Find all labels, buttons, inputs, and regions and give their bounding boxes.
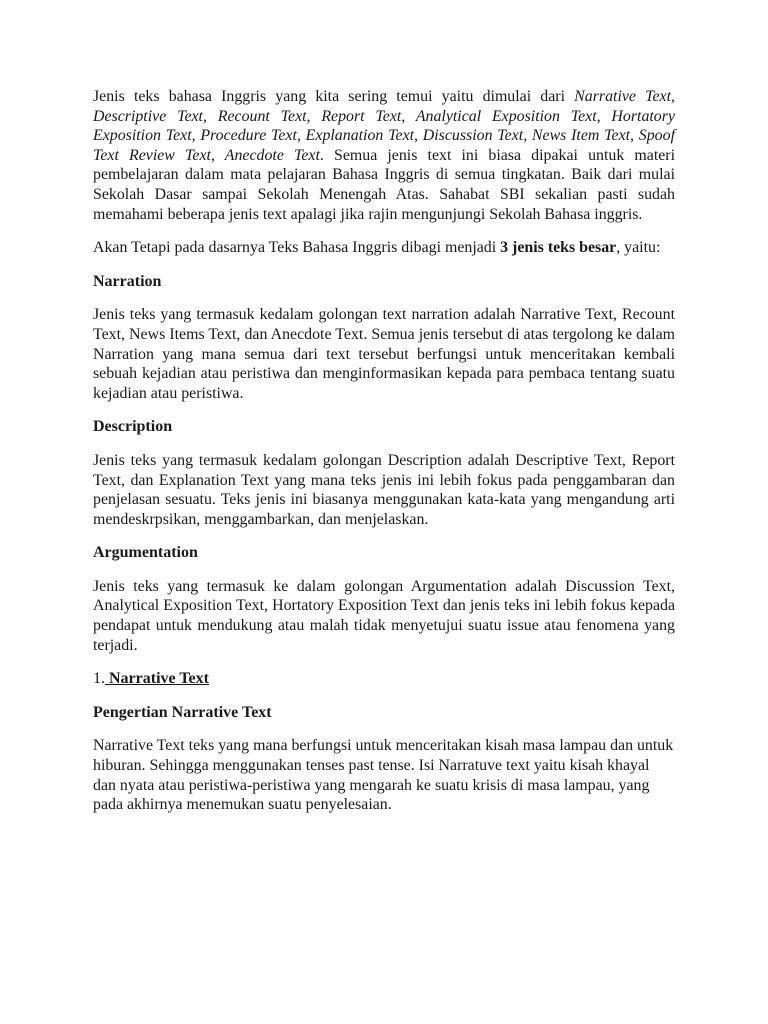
text-types-list: Narrative Text, Descriptive Text, Recount Text, Report Text, Analytical Exposition Text, Hortatory Exposition Text, Procedure Text, Explanation Text, Discussion Text, News Item Text, Spoof Text Review Text, Anecdote Text: [93, 88, 675, 164]
definition-paragraph: Narrative Text teks yang mana berfungsi untuk menceritakan kisah masa lampau dan untuk hiburan. Sehingga menggunakan tenses past tense. Isi Narratuve text yaitu kisah khayal dan nyata atau peristiwa-peristiwa yang mengarah ke suatu krisis di masa lampau, yang pada akhirnya menemukan suatu penyelesaian.: [93, 737, 674, 814]
definition-heading: Pengertian Narrative Text: [93, 703, 272, 721]
description-heading: Description: [93, 418, 173, 436]
intro-text-start: Jenis teks bahasa Inggris yang kita sering temui yaitu dimulai dari: [93, 88, 575, 105]
numbered-heading-number: 1.: [93, 670, 105, 688]
narration-paragraph: Jenis teks yang termasuk kedalam golongan text narration adalah Narrative Text, Recount Text, News Items Text, dan Anecdote Text. Semua jenis tersebut di atas tergolong ke dalam Narration yang mana semua dari text tersebut berfungsi untuk menceritakan kembali sebuah kejadian atau peristiwa dan menginformasikan kepada para pembaca tentang suatu kejadian atau peristiwa.: [93, 306, 675, 402]
division-emphasis: 3 jenis teks besar: [500, 239, 617, 257]
intro-text-end: . Semua jenis text ini biasa dipakai untuk materi pembelajaran dalam mata pelajaran Bahasa Inggris di semua tingkatan. Baik dari mulai Sekolah Dasar sampai Sekolah Menengah Atas. Sahabat SBI sekalian pasti sudah memahami beberapa jenis text apalagi jika rajin mengunjungi Sekolah Bahasa inggris.: [93, 146, 675, 223]
intro-paragraph: [93, 87, 675, 224]
division-paragraph: [93, 238, 675, 258]
narration-heading: Narration: [93, 272, 162, 290]
argumentation-heading: Argumentation: [93, 544, 198, 562]
numbered-heading: [93, 669, 675, 689]
document-page: [93, 87, 675, 829]
division-text-start: Akan Tetapi pada dasarnya Teks Bahasa Inggris dibagi menjadi: [93, 239, 501, 257]
description-paragraph: Jenis teks yang termasuk kedalam golongan Description adalah Descriptive Text, Report Text, dan Explanation Text yang mana teks jenis ini lebih fokus pada penggambaran dan penjelasan sesuatu. Teks jenis ini biasanya menggunakan kata-kata yang mengandung arti mendeskrpsikan, menggambarkan, dan menjelaskan.: [93, 451, 675, 528]
division-text-end: , yaitu:: [616, 239, 661, 257]
argumentation-paragraph: Jenis teks yang termasuk ke dalam golongan Argumentation adalah Discussion Text, Analytical Exposition Text, Hortatory Exposition Text dan jenis teks ini lebih fokus kepada pendapat untuk mendukung atau malah tidak menyetujui suatu issue atau fenomena yang terjadi.: [93, 577, 675, 654]
numbered-heading-title: Narrative Text: [105, 670, 209, 688]
